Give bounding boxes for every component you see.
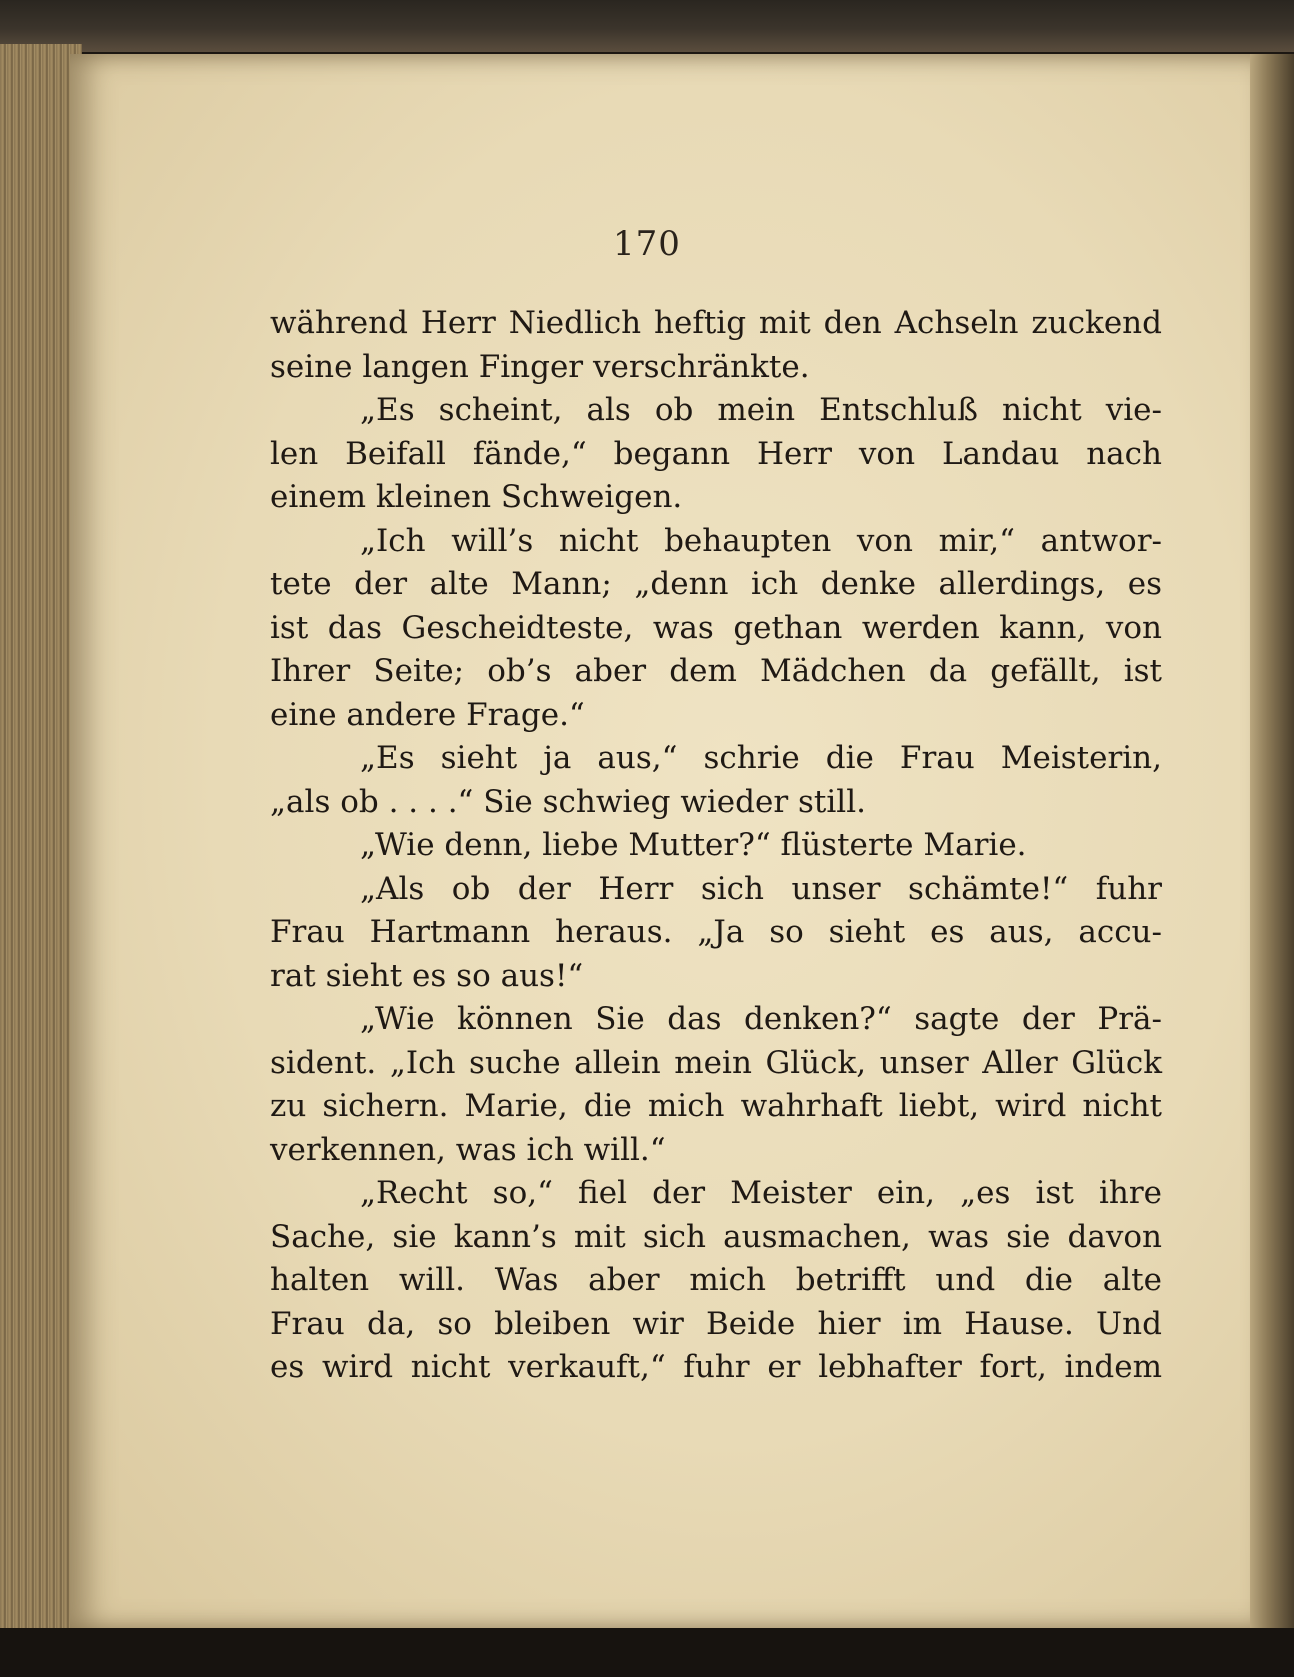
text-line: Sache, sie kann’s mit sich ausmachen, was sie davon: [270, 1218, 1162, 1255]
text-line: einem kleinen Schweigen.: [270, 479, 683, 515]
text-line: eine andere Frage.“: [270, 696, 585, 733]
text-line: „Recht so,“ fiel der Meister ein, „es ist ihre: [360, 1175, 1162, 1211]
text-line: „Wie können Sie das denken?“ sagte der Prä-: [360, 1001, 1162, 1037]
text-line: tete der alte Mann; „denn ich denke allerdings, es: [270, 566, 1162, 602]
text-line: seine langen Finger verschränkte.: [270, 348, 810, 385]
text-line: sident. „Ich suche allein mein Glück, unser Aller Glück: [270, 1044, 1162, 1081]
text-line: „Es sieht ja aus,“ schrie die Frau Meisterin,: [360, 740, 1162, 776]
text-line: Frau da, so bleiben wir Beide hier im Hause. Und: [270, 1305, 1162, 1342]
text-line: Ihrer Seite; ob’s aber dem Mädchen da gefällt, ist: [270, 653, 1162, 689]
text-line: während Herr Niedlich heftig mit den Achseln zuckend: [270, 305, 1162, 341]
text-line: Frau Hartmann heraus. „Ja so sieht es aus, accu-: [270, 914, 1162, 950]
body-text: [270, 302, 1162, 1390]
text-line: „Es scheint, als ob mein Entschluß nicht vie-: [360, 392, 1162, 428]
page-number: 170: [613, 224, 681, 264]
text-line: len Beifall fände,“ begann Herr von Landau nach: [270, 435, 1162, 472]
book-gutter: [1250, 54, 1294, 1630]
book-bottom-edge: [0, 1628, 1294, 1677]
text-line: „Ich will’s nicht behaupten von mir,“ antwor-: [360, 522, 1162, 559]
text-line: „als ob . . . .“ Sie schwieg wieder still.: [270, 783, 866, 820]
text-line: verkennen, was ich will.“: [270, 1131, 666, 1168]
text-line: ist das Gescheidteste, was gethan werden kann, von: [270, 609, 1162, 646]
text-line: halten will. Was aber mich betrifft und die alte: [270, 1262, 1162, 1298]
book-top-edge: [0, 0, 1294, 52]
text-line: rat sieht es so aus!“: [270, 957, 584, 994]
text-line: „Als ob der Herr sich unser schämte!“ fuhr: [360, 870, 1162, 907]
text-line: es wird nicht verkauft,“ fuhr er lebhafter fort, indem: [270, 1349, 1162, 1385]
text-line: zu sichern. Marie, die mich wahrhaft liebt, wird nicht: [270, 1088, 1162, 1124]
text-line: „Wie denn, liebe Mutter?“ flüsterte Marie.: [360, 827, 1027, 863]
